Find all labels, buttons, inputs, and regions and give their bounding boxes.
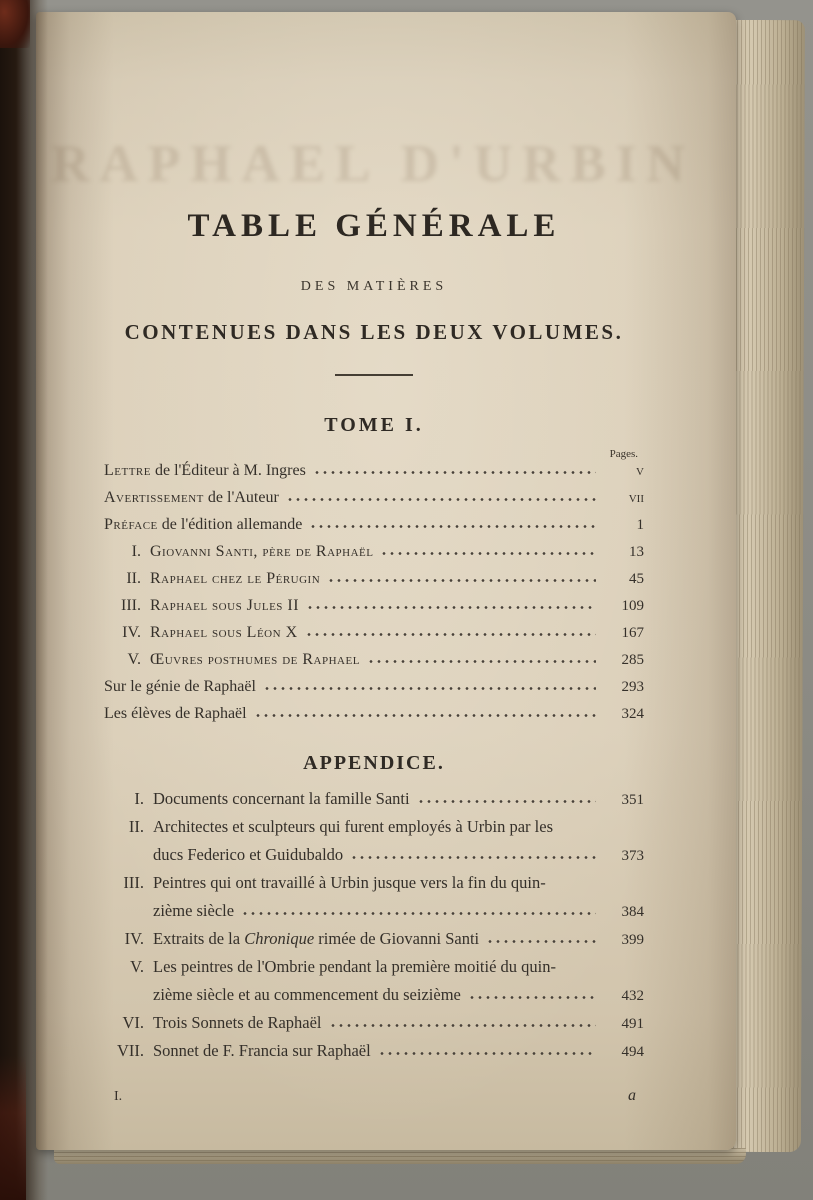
italic-word: Chronique [244, 929, 315, 948]
page-footer [104, 1087, 644, 1105]
toc-entry [104, 705, 644, 732]
toc-entry-page: 45 [629, 571, 644, 587]
page-title: TABLE GÉNÉRALE [187, 208, 561, 244]
dot-leader [241, 911, 596, 916]
toc-entry-label: Sur le génie de Raphaël [104, 678, 256, 695]
toc-entry-label: Les élèves de Raphaël [104, 705, 247, 722]
appendix-entry-label: Trois Sonnets de Raphaël [153, 1013, 322, 1032]
appendix-entry-page: 384 [621, 904, 644, 920]
dot-leader [468, 995, 596, 1000]
appendix-entry-label: Architectes et sculpteurs qui furent employés à Urbin par les [153, 817, 553, 836]
toc-entry [104, 570, 644, 597]
toc-entry-label: Préface de l'édition allemande [104, 516, 303, 533]
toc-entry-number: III. [121, 597, 141, 614]
dot-leader [306, 605, 596, 610]
dot-leader [329, 1023, 596, 1028]
appendix-entry-label: Documents concernant la famille Santi [153, 789, 410, 808]
dot-leader [417, 799, 596, 804]
cover-corner-top [0, 0, 30, 48]
page-edges-bottom [54, 1148, 746, 1164]
appendix-entry-number: IV. [124, 929, 144, 948]
toc-entry-page: 167 [621, 625, 644, 641]
dot-leader [378, 1051, 596, 1056]
toc-entry-page: 293 [621, 679, 644, 695]
toc-entry-label: Raphael sous Léon X [150, 624, 298, 641]
appendix-entry-number: V. [130, 957, 144, 976]
dot-leader [263, 686, 596, 691]
dot-leader [327, 578, 596, 583]
appendix-entry-label-continued: zième siècle [153, 901, 235, 920]
appendix-entry [104, 817, 644, 873]
dot-leader [350, 855, 596, 860]
dot-leader [305, 632, 596, 637]
toc-entry-page: v [636, 463, 644, 479]
appendix-entry-label-continued: ducs Federico et Guidubaldo [153, 845, 344, 864]
dot-leader [309, 524, 596, 529]
toc-entry-page: 285 [621, 652, 644, 668]
appendix-entry [104, 873, 644, 929]
appendix-entry-page: 399 [621, 932, 644, 948]
appendix-entry-number: III. [123, 873, 144, 892]
bleed-through-title: RAPHAEL D'URBIN [51, 135, 695, 193]
toc-entry-label: Lettre de l'Éditeur à M. Ingres [104, 462, 306, 479]
toc-entry [104, 597, 644, 624]
toc-entry-page: 109 [621, 598, 644, 614]
cover-corner-bottom [0, 1055, 26, 1200]
signature-mark: I. [114, 1089, 123, 1104]
appendix-entry [104, 789, 644, 817]
appendix-heading: APPENDICE. [303, 752, 445, 774]
tome-toc [104, 462, 644, 732]
appendix-entry-number: II. [128, 817, 144, 836]
appendix-toc [104, 789, 644, 1069]
toc-entry [104, 462, 644, 489]
subtitle-line2: CONTENUES DANS LES DEUX VOLUMES. [124, 320, 624, 344]
appendix-entry [104, 1041, 644, 1069]
toc-entry-label: Œuvres posthumes de Raphael [150, 651, 360, 668]
dot-leader [486, 939, 596, 944]
toc-entry [104, 624, 644, 651]
toc-entry [104, 678, 644, 705]
appendix-entry [104, 1013, 644, 1041]
toc-entry-page: 324 [621, 706, 644, 722]
pages-column-label: Pages. [609, 448, 638, 460]
appendix-entry [104, 929, 644, 957]
toc-entry-page: 13 [629, 544, 644, 560]
appendix-entry-page: 351 [621, 792, 644, 808]
title-divider [335, 374, 413, 376]
book-spine [0, 0, 48, 1200]
appendix-entry-page: 432 [621, 988, 644, 1004]
appendix-entry-label: Sonnet de F. Francia sur Raphaël [153, 1041, 371, 1060]
appendix-entry-page: 491 [621, 1016, 644, 1032]
toc-entry-number: V. [127, 651, 141, 668]
toc-entry-page: vii [628, 490, 644, 506]
toc-entry-label: Giovanni Santi, père de Raphaël [150, 543, 374, 560]
toc-entry [104, 543, 644, 570]
appendix-entry-label: Les peintres de l'Ombrie pendant la première moitié du quin- [153, 957, 556, 976]
appendix-entry-number: VII. [116, 1041, 144, 1060]
toc-entry [104, 489, 644, 516]
subtitle-line1: DES MATIÈRES [300, 279, 448, 294]
toc-entry-number: IV. [122, 624, 141, 641]
toc-entry-label: Raphael chez le Pérugin [150, 570, 321, 587]
dot-leader [380, 551, 596, 556]
book-page [36, 12, 736, 1150]
dot-leader [313, 470, 596, 475]
toc-entry-label: Raphael sous Jules II [150, 597, 300, 614]
catchword: a [628, 1087, 636, 1104]
toc-entry [104, 516, 644, 543]
toc-entry [104, 651, 644, 678]
dot-leader [286, 497, 596, 502]
tome-heading: TOME I. [324, 414, 424, 436]
appendix-entry-page: 494 [621, 1044, 644, 1060]
dot-leader [367, 659, 596, 664]
dot-leader [254, 713, 596, 718]
toc-entry-number: II. [126, 570, 141, 587]
page-edges-right [725, 20, 805, 1152]
toc-entry-page: 1 [636, 517, 644, 533]
appendix-entry [104, 957, 644, 1013]
appendix-entry-page: 373 [621, 848, 644, 864]
appendix-entry-number: I. [134, 789, 144, 808]
toc-entry-number: I. [131, 543, 141, 560]
appendix-entry-label: Peintres qui ont travaillé à Urbin jusque vers la fin du quin- [153, 873, 546, 892]
appendix-entry-number: VI. [122, 1013, 144, 1032]
toc-entry-label: Avertissement de l'Auteur [104, 489, 279, 506]
appendix-entry-label-continued: zième siècle et au commencement du seizième [153, 985, 461, 1004]
appendix-entry-label: Extraits de la Chronique rimée de Giovanni Santi [153, 929, 480, 948]
page-content [104, 12, 644, 1105]
